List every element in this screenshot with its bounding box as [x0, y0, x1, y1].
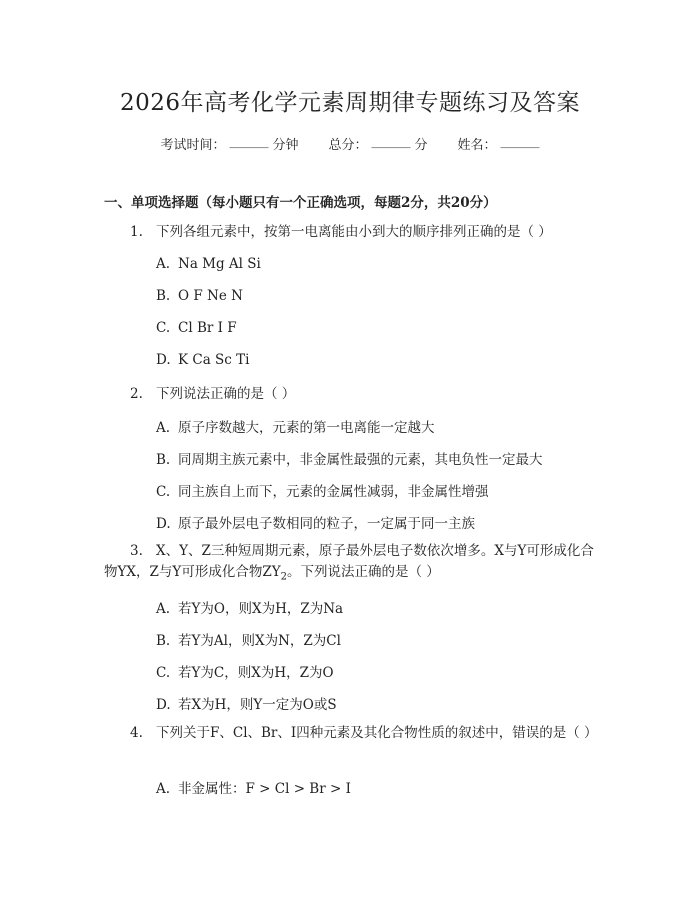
option-text: 非金属性：F > Cl > Br > I: [178, 781, 351, 797]
option-text: 若X为H，则Y一定为O或S: [178, 697, 337, 713]
exam-time: [160, 134, 298, 153]
option-3b: [156, 629, 341, 649]
option-letter: B.: [156, 288, 171, 304]
exam-time-unit: 分钟: [272, 138, 299, 153]
question-text: 下列关于F、Cl、Br、I四种元素及其化合物性质的叙述中，错误的是（ ）: [156, 725, 598, 741]
exam-time-blank: ______: [229, 134, 269, 149]
option-2a: [156, 416, 435, 436]
option-letter: D.: [156, 352, 171, 368]
option-letter: B.: [156, 633, 171, 649]
total-score-blank: ______: [371, 134, 411, 149]
section-heading: 一、单项选择题（每小题只有一个正确选项，每题2分，共20分）: [104, 195, 497, 211]
option-text: 同周期主族元素中，非金属性最强的元素，其电负性一定最大: [178, 452, 543, 468]
option-text: 原子序数越大，元素的第一电离能一定越大: [178, 420, 435, 436]
option-3d: [156, 693, 337, 713]
question-number: 1.: [130, 224, 143, 240]
option-text: Cl Br I F: [178, 320, 237, 336]
option-letter: A.: [156, 601, 171, 617]
option-letter: D.: [156, 697, 171, 713]
question-text: 下列各组元素中，按第一电离能由小到大的顺序排列正确的是（ ）: [156, 224, 552, 240]
option-2b: [156, 448, 543, 468]
option-letter: A.: [156, 256, 171, 272]
question-1: [130, 222, 552, 243]
option-text: O F Ne N: [178, 288, 243, 304]
option-2d: [156, 512, 475, 532]
option-letter: A.: [156, 781, 171, 797]
document-title: 2026年高考化学元素周期律专题练习及答案: [119, 90, 581, 116]
student-name: [458, 134, 540, 153]
option-text: K Ca Sc Ti: [178, 352, 250, 368]
question-4: [104, 723, 598, 744]
option-text: 原子最外层电子数相同的粒子，一定属于同一主族: [178, 516, 475, 532]
total-score-label: 总分：: [328, 138, 368, 153]
exam-time-label: 考试时间：: [160, 138, 226, 153]
question-3: [104, 541, 598, 588]
option-1a: [156, 256, 261, 272]
question-number: 3.: [130, 543, 143, 559]
total-score-unit: 分: [414, 138, 428, 153]
option-3a: [156, 597, 343, 617]
option-4a: [156, 777, 351, 797]
question-number: 4.: [130, 725, 143, 741]
option-letter: B.: [156, 452, 171, 468]
subscript: 2: [280, 571, 287, 583]
question-text-a: X、Y、Z三种短周期元素，原子最外层电子数依次增多。X与Y可形成化合物YX，Z与Y可形成化合物ZY: [104, 543, 594, 580]
option-2c: [156, 480, 489, 500]
question-text-b: 。下列说法正确的是（ ）: [286, 564, 440, 580]
question-2: [130, 384, 295, 405]
option-letter: C.: [156, 665, 171, 681]
total-score: [328, 134, 427, 153]
option-text: 同主族自上而下，元素的金属性减弱，非金属性增强: [178, 484, 489, 500]
option-letter: D.: [156, 516, 171, 532]
student-name-label: 姓名：: [457, 138, 497, 153]
option-text: 若Y为O，则X为H，Z为Na: [178, 601, 344, 617]
option-text: Na Mg Al Si: [178, 256, 261, 272]
option-letter: C.: [156, 320, 171, 336]
option-1b: [156, 288, 243, 304]
student-name-blank: ______: [500, 134, 540, 149]
option-text: 若Y为Al，则X为N，Z为Cl: [178, 633, 341, 649]
option-1c: [156, 320, 237, 336]
question-number: 2.: [130, 386, 143, 402]
question-text: 下列说法正确的是（ ）: [156, 386, 296, 402]
exam-meta: [0, 134, 700, 153]
option-text: 若Y为C，则X为H，Z为O: [178, 665, 334, 681]
option-letter: A.: [156, 420, 171, 436]
option-3c: [156, 661, 334, 681]
option-letter: C.: [156, 484, 171, 500]
option-1d: [156, 352, 249, 368]
